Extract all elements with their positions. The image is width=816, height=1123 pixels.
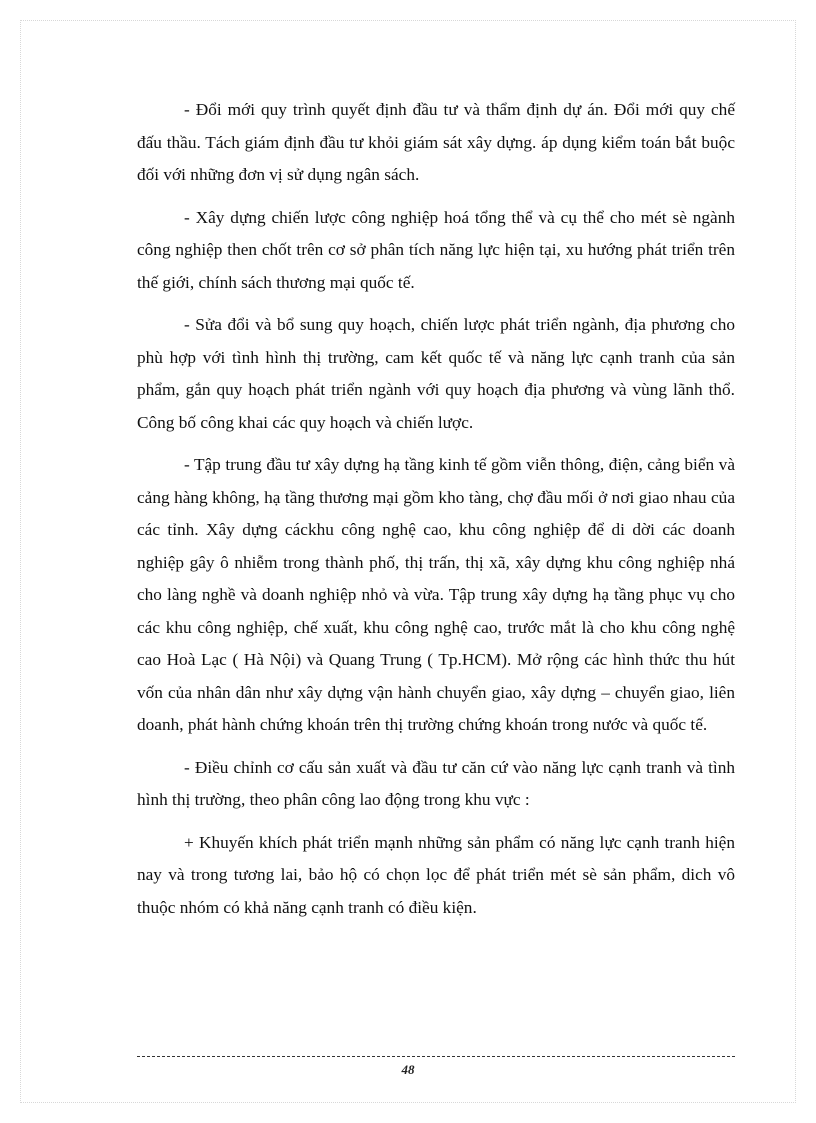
paragraph-planning-revision: - Sửa đổi và bổ sung quy hoạch, chiến lược phát triển ngành, địa phương cho phù hợp với tình hình thị trường, cam kết quốc tế và năng lực cạnh tranh của sản phẩm, gắn quy hoạch phát triển ngành với quy hoạch địa phương và vùng lãnh thổ. Công bố công khai các quy hoạch và chiến lược. <box>137 315 735 432</box>
page-number: 48 <box>401 1062 415 1077</box>
page-body <box>137 94 735 934</box>
paragraph-competitive-products: + Khuyến khích phát triển mạnh những sản phẩm có năng lực cạnh tranh hiện nay và trong tương lai, bảo hộ có chọn lọc để phát triển mét sè sản phẩm, dich vô thuộc nhóm có khả năng cạnh tranh có điều kiện. <box>137 832 735 917</box>
paragraph-industrialization-strategy: - Xây dựng chiến lược công nghiệp hoá tổng thể và cụ thể cho mét sè ngành công nghiệp then chốt trên cơ sở phân tích năng lực hiện tại, xu hướng phát triển trên thế giới, chính sách thương mại quốc tế. <box>137 207 735 292</box>
footer-divider <box>137 1056 735 1057</box>
paragraph-production-restructuring: - Điều chỉnh cơ cấu sản xuất và đầu tư căn cứ vào năng lực cạnh tranh và tình hình thị trường, theo phân công lao động trong khu vực : <box>137 757 735 809</box>
paragraph-investment-procedure: - Đổi mới quy trình quyết định đầu tư và thẩm định dự án. Đổi mới quy chế đấu thầu. Tách giám định đầu tư khỏi giám sát xây dựng. áp dụng kiểm toán bắt buộc đối với những đơn vị sử dụng ngân sách. <box>137 100 735 184</box>
paragraph-infrastructure-investment: - Tập trung đầu tư xây dựng hạ tầng kinh tế gồm viễn thông, điện, cảng biển và cảng hàng không, hạ tầng thương mại gồm kho tàng, chợ đầu mối ở nơi giao nhau của các tỉnh. Xây dựng cáckhu công nghệ cao, khu công nghiệp để di dời các doanh nghiệp gây ô nhiễm trong thành phố, thị trấn, thị xã, xây dựng khu công nghiệp nhá cho làng nghề và doanh nghiệp nhỏ và vừa. Tập trung xây dựng hạ tầng phục vụ cho các khu công nghiệp, chế xuất, khu công nghệ cao, trước mắt là cho khu công nghệ cao Hoà Lạc ( Hà Nội) và Quang Trung ( Tp.HCM). Mở rộng các hình thức thu hút vốn của nhân dân như xây dựng vận hành chuyển giao, xây dựng – chuyển giao, liên doanh, phát hành chứng khoán trên thị trường chứng khoán trong nước và quốc tế. <box>137 455 735 734</box>
